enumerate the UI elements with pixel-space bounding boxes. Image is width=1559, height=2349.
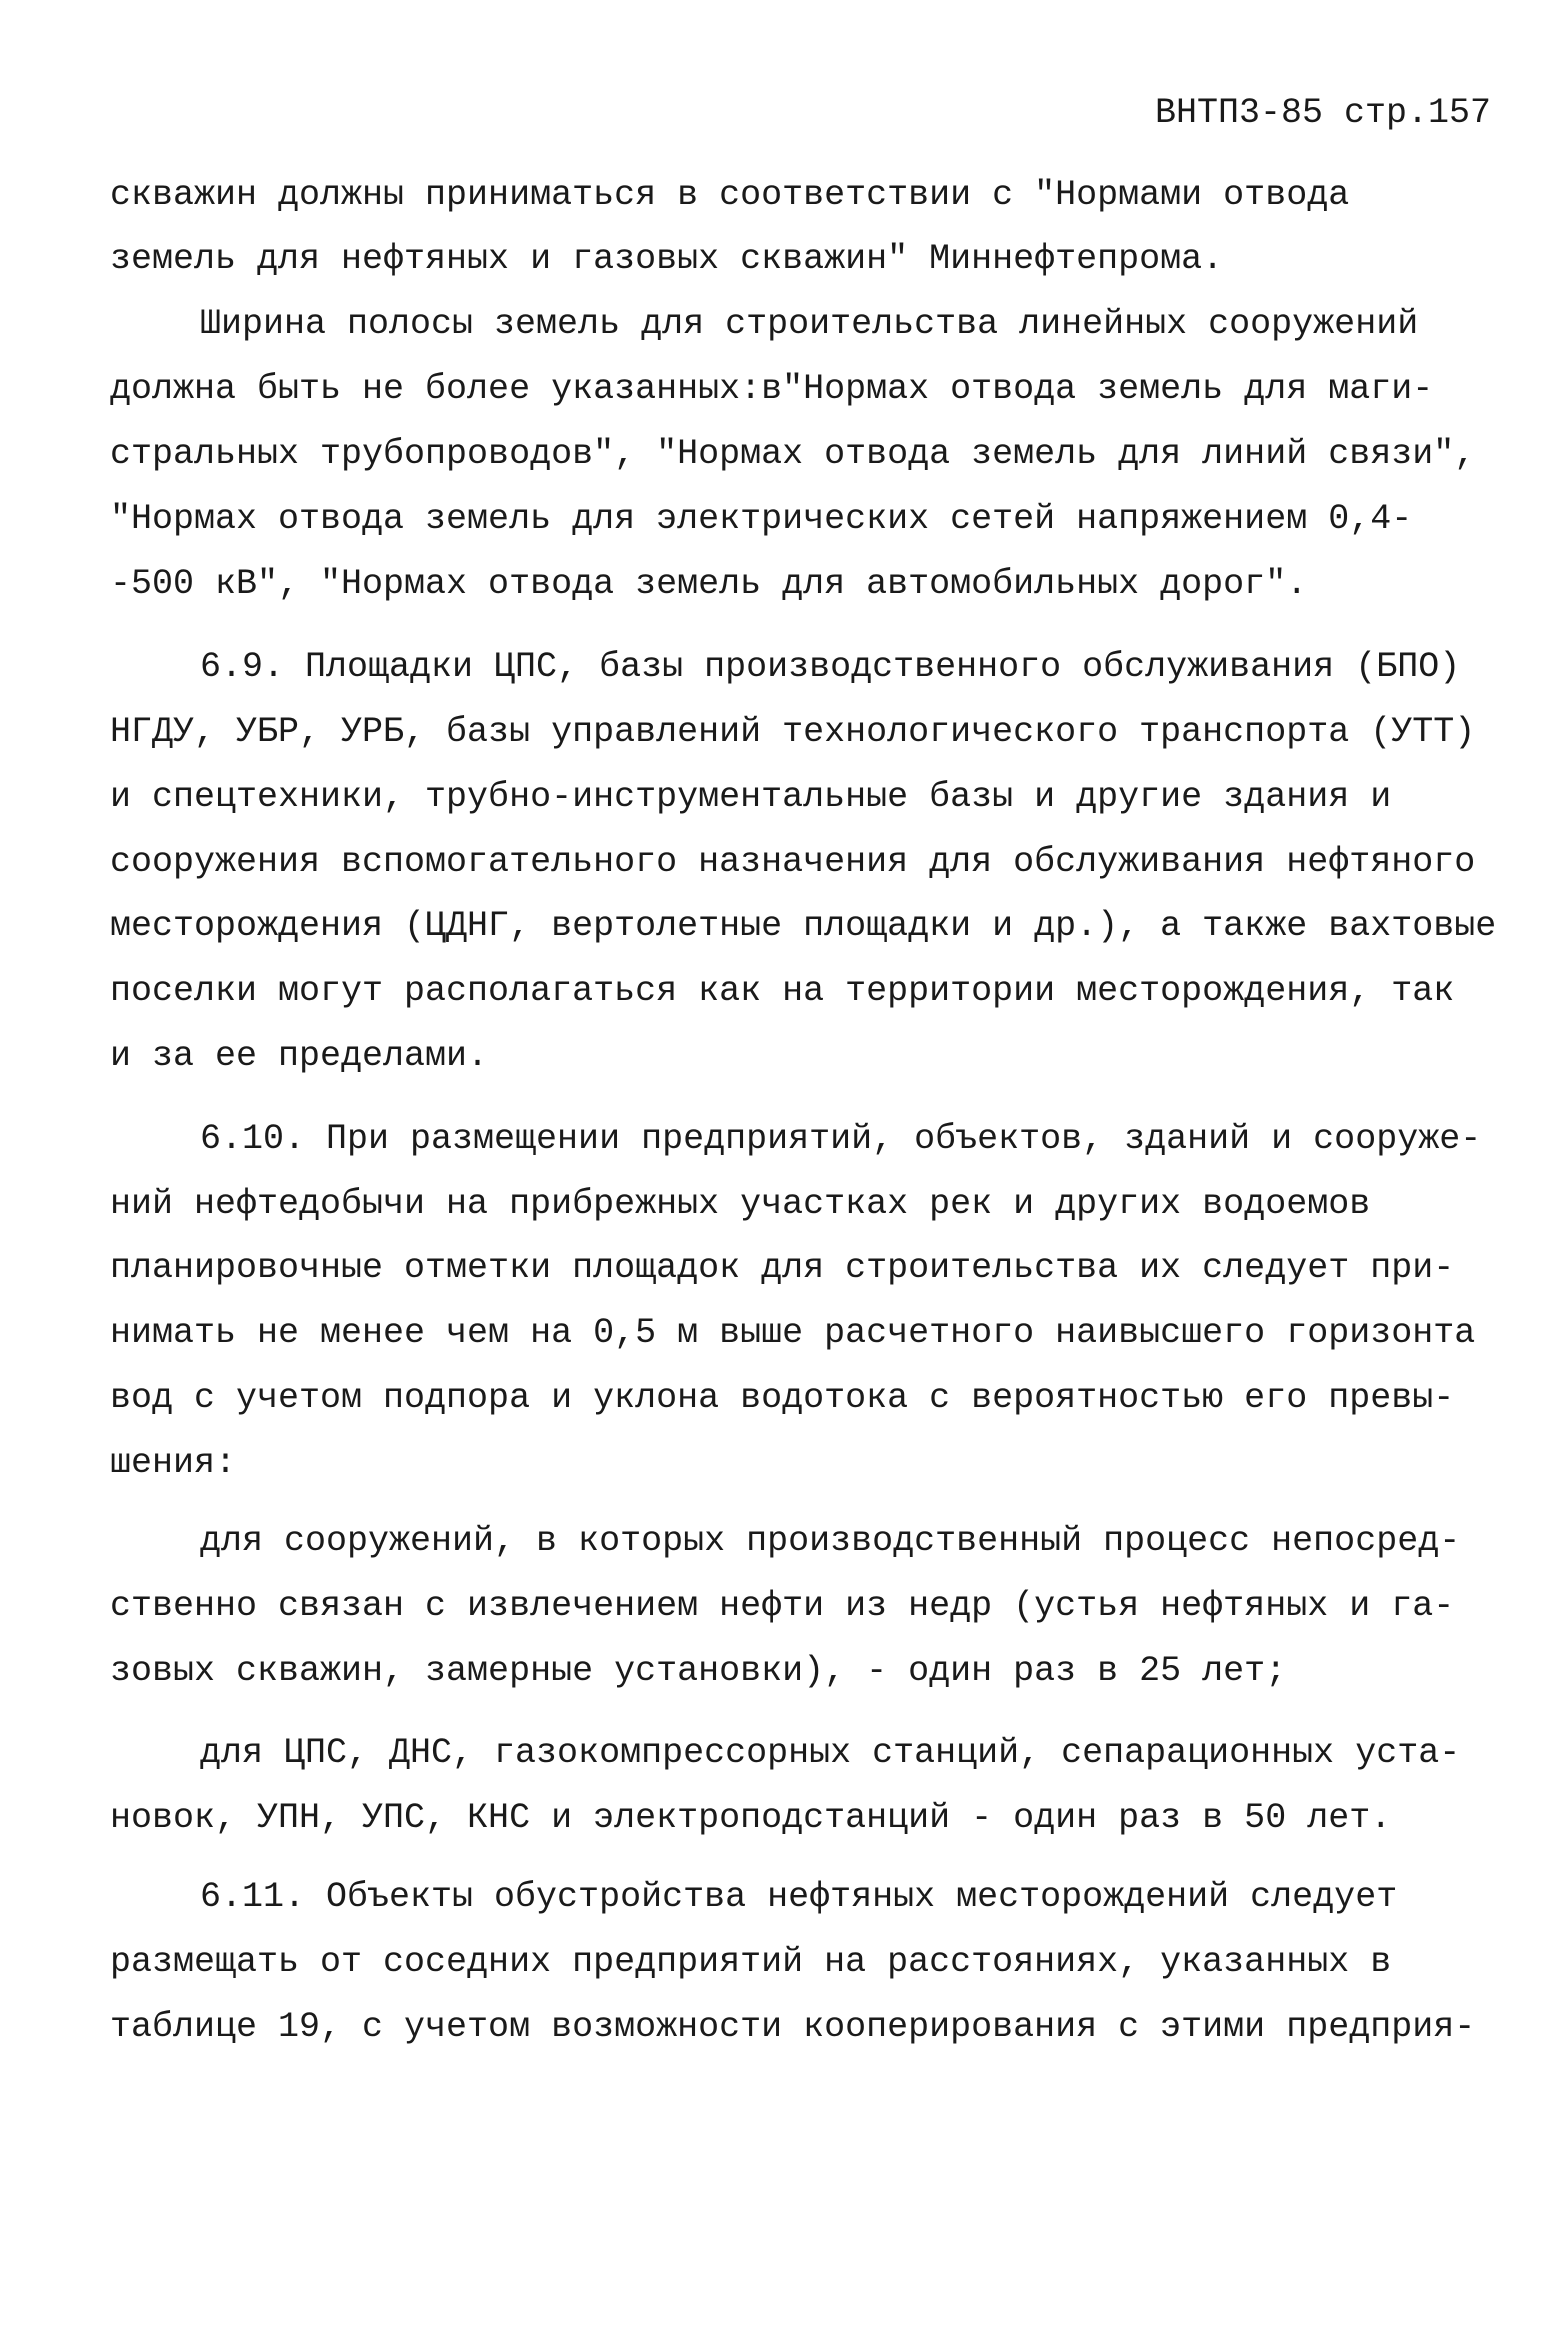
text-line: шения:: [110, 1443, 237, 1483]
text-line: планировочные отметки площадок для строительства их следует при-: [110, 1248, 1455, 1288]
text-line: "Нормах отвода земель для электрических сетей напряжением 0,4-: [110, 499, 1413, 539]
text-line: -500 кВ", "Нормах отвода земель для автомобильных дорог".: [110, 564, 1308, 604]
text-line: стральных трубопроводов", "Нормах отвода земель для линий связи",: [110, 434, 1476, 474]
text-line: скважин должны приниматься в соответствии с "Нормами отвода: [110, 175, 1350, 215]
text-line: НГДУ, УБР, УРБ, базы управлений технологического транспорта (УТТ): [110, 712, 1476, 752]
text-line: вод с учетом подпора и уклона водотока с вероятностью его превы-: [110, 1378, 1455, 1418]
page-header: ВНТП3-85 стр.157: [1155, 93, 1492, 133]
text-line: должна быть не более указанных:в"Нормах отвода земель для маги-: [110, 369, 1434, 409]
text-line: поселки могут располагаться как на территории месторождения, так: [110, 971, 1455, 1011]
text-line: и спецтехники, трубно-инструментальные базы и другие здания и: [110, 777, 1392, 817]
paragraph-first-line: 6.10. При размещении предприятий, объектов, зданий и сооруже-: [200, 1119, 1482, 1159]
text-line: размещать от соседних предприятий на расстояниях, указанных в: [110, 1942, 1392, 1982]
text-line: нимать не менее чем на 0,5 м выше расчетного наивысшего горизонта: [110, 1313, 1476, 1353]
text-line: таблице 19, с учетом возможности кооперирования с этими предприя-: [110, 2007, 1476, 2047]
text-line: зовых скважин, замерные установки), - один раз в 25 лет;: [110, 1651, 1287, 1691]
paragraph-first-line: для ЦПС, ДНС, газокомпрессорных станций, сепарационных уста-: [200, 1733, 1461, 1773]
text-line: земель для нефтяных и газовых скважин" Миннефтепрома.: [110, 239, 1224, 279]
text-line: новок, УПН, УПС, КНС и электроподстанций - один раз в 50 лет.: [110, 1798, 1392, 1838]
paragraph-first-line: для сооружений, в которых производственный процесс непосред-: [200, 1521, 1461, 1561]
text-line: ний нефтедобычи на прибрежных участках рек и других водоемов: [110, 1184, 1371, 1224]
text-line: и за ее пределами.: [110, 1036, 489, 1076]
paragraph-first-line: Ширина полосы земель для строительства линейных сооружений: [200, 304, 1419, 344]
text-line: сооружения вспомогательного назначения для обслуживания нефтяного: [110, 842, 1476, 882]
paragraph-first-line: 6.9. Площадки ЦПС, базы производственного обслуживания (БПО): [200, 647, 1461, 687]
text-line: месторождения (ЦДНГ, вертолетные площадки и др.), а также вахтовые: [110, 906, 1497, 946]
paragraph-first-line: 6.11. Объекты обустройства нефтяных месторождений следует: [200, 1877, 1398, 1917]
text-line: ственно связан с извлечением нефти из недр (устья нефтяных и га-: [110, 1586, 1455, 1626]
